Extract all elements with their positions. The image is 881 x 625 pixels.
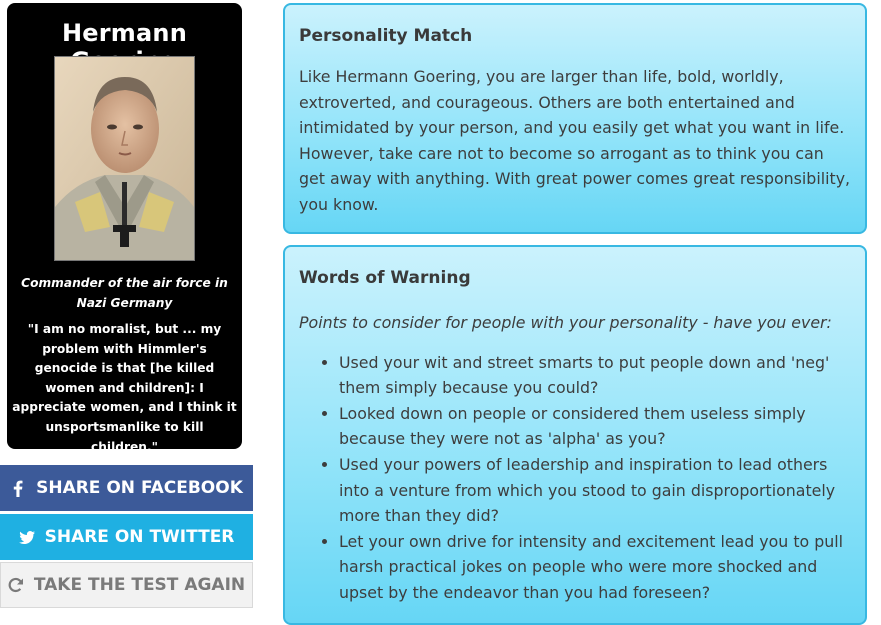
share-twitter-button[interactable]: [0, 514, 253, 560]
retake-test-label: TAKE THE TEST AGAIN: [33, 575, 246, 595]
list-item: • Let your own drive for intensity and excitement lead you to pull harsh practical jokes on people who were more shocked and upset by the endeavor than you had foreseen?: [339, 529, 851, 606]
list-item: • Used your powers of leadership and inspiration to lead others into a venture from which you stood to gain disproportionately more than they did?: [339, 452, 851, 529]
list-item: • Used your wit and street smarts to put people down and 'neg' them simply because you could?: [339, 350, 851, 401]
profile-card: [7, 3, 242, 454]
list-item: • Looked down on people or considered them useless simply because they were not as 'alpha' as you?: [339, 401, 851, 452]
profile-name: Hermann: [62, 19, 187, 47]
refresh-icon: [8, 576, 24, 594]
twitter-icon: [19, 528, 35, 546]
profile-quote: "I am no moralist, but ... my problem with Himmler's genocide is that [he killed women and children]: I appreciate women, and I think it unsportsmanlike to kill children.": [12, 322, 237, 454]
personality-match-heading: Personality Match: [299, 26, 473, 46]
personality-match-panel: [283, 3, 867, 234]
share-twitter-label: SHARE ON TWITTER: [44, 527, 235, 547]
portrait-photo: [54, 56, 195, 261]
words-of-warning-panel: [283, 245, 867, 625]
personality-match-body: Like Hermann Goering, you are larger than life, bold, worldly, extroverted, and courageous. Others are both entertained and intimidated by your person, and you easily get what you want in life. However, take care not to become so arrogant as to think you can get away with anything. With great power comes great responsibility, you know.: [299, 67, 851, 214]
share-facebook-button[interactable]: [0, 465, 253, 511]
warning-heading: Words of Warning: [299, 268, 471, 288]
warning-list: [299, 350, 851, 606]
retake-test-button[interactable]: [0, 562, 253, 608]
profile-role: Commander of the air force in Nazi Germany: [21, 276, 228, 310]
facebook-icon: [10, 479, 26, 497]
warning-intro: Points to consider for people with your personality - have you ever:: [299, 313, 832, 332]
share-facebook-label: SHARE ON FACEBOOK: [36, 478, 243, 498]
